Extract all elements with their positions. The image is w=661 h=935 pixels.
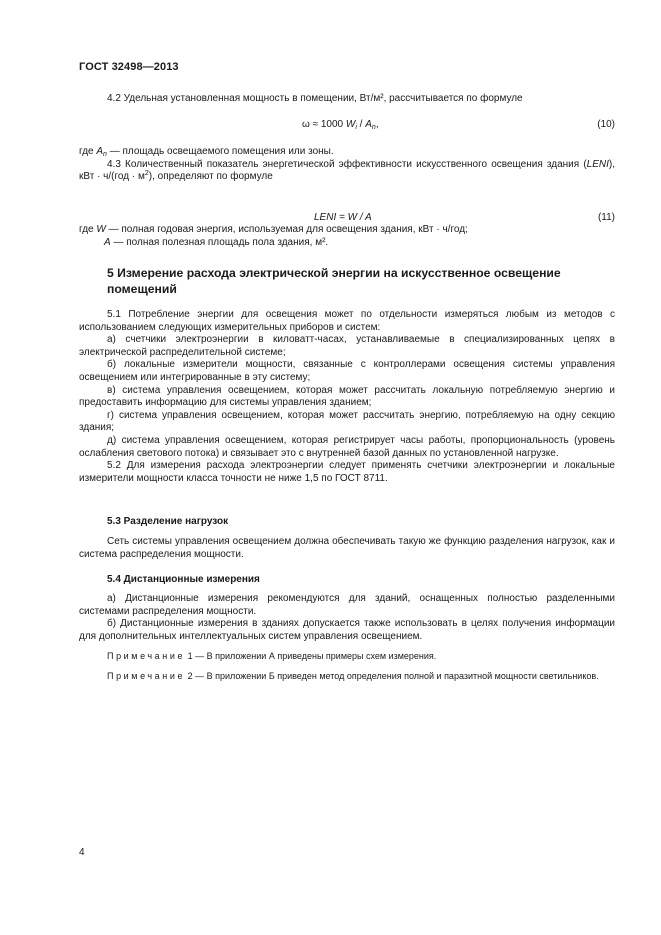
note-1-label: Примечание xyxy=(107,651,186,661)
paragraph-4-3-sup: 2 xyxy=(144,170,149,178)
section-5-1 xyxy=(79,309,615,485)
where-10 xyxy=(79,146,615,184)
where-11-lead: где xyxy=(79,224,97,235)
where-11-text-W: — полная годовая энергия, используемая для освещения здания, кВт · ч/год; xyxy=(105,224,468,235)
list-item-5-1-d: д) система управления освещением, которая регистрирует часы работы, пропорциональность (уровень ослабления светового потока) и связывает это с внутренней базой данных по установленной нагрузке. xyxy=(79,434,615,459)
note-2-line xyxy=(79,670,615,683)
paragraph-5-2: 5.2 Для измерения расхода электроэнергии следует применять счетчики электроэнергии и локальные измерители мощности класса точности не ниже 1,5 по ГОСТ 8711. xyxy=(79,460,615,484)
where-11-row-2 xyxy=(79,237,615,250)
where-11-text-A: — полная полезная площадь пола здания, м². xyxy=(110,236,329,248)
section-5-4 xyxy=(79,593,615,643)
list-item-5-4-a: а) Дистанционные измерения рекомендуются для зданий, оснащенных полностью разделенными системами распределения мощности. xyxy=(79,593,615,617)
paragraph-4-3-part3: ), определяют по формуле xyxy=(148,171,273,183)
formula-11-number: (11) xyxy=(597,212,615,223)
formula-10-W-sub: i xyxy=(355,124,357,131)
where-10-text: — площадь освещаемого помещения или зоны. xyxy=(106,146,334,157)
note-1 xyxy=(79,650,615,663)
list-item-5-4-b: б) Дистанционные измерения в зданиях допускается также использовать в целях получения информации для дополнительных интеллектуальных систем управления освещением. xyxy=(79,618,615,642)
paragraph-4-3-part2: ), кВт · ч/(год · м xyxy=(79,158,615,183)
formula-10-A-sub: n xyxy=(371,124,376,131)
list-item-5-1-b: б) локальные измерители мощности, связанные с контроллерами освещения системы управления освещением или интегрированные в эту систему; xyxy=(79,359,615,383)
paragraph-5-1-intro: 5.1 Потребление энергии для освещения может по отдельности измеряться любым из методов с использованием следующих измерительных приборов и систем: xyxy=(79,309,615,333)
section-5-3-heading: 5.3 Разделение нагрузок xyxy=(107,516,229,527)
note-2-label: Примечание xyxy=(107,671,186,681)
formula-10-W: W xyxy=(345,119,356,130)
paragraph-4-3-part1: 4.3 Количественный показатель энергетической эффективности искусственного освещения здания ( xyxy=(107,158,587,170)
where-11-symbol-W: W xyxy=(96,224,106,235)
note-2-text: 2 — В приложении Б приведен метод определения полной и паразитной мощности светильников. xyxy=(185,671,599,681)
where-10-lead: где xyxy=(79,146,97,157)
where-10-symbol: A xyxy=(96,146,104,157)
note-1-text: 1 — В приложении А приведены примеры схем измерения. xyxy=(185,651,437,661)
section-5-3 xyxy=(79,536,615,561)
note-2 xyxy=(79,670,615,683)
paragraph-4-3-leni: LENI xyxy=(586,158,609,170)
formula-10-A: A xyxy=(365,119,372,130)
paragraph-5-3: Сеть системы управления освещением должна обеспечивать такую же функцию разделения нагрузок, как и система распределения мощности. xyxy=(79,536,615,560)
list-item-5-1-a: а) счетчики электроэнергии в киловатт-часах, устанавливаемые в специализированных цепях в электрической распределительной системе; xyxy=(79,334,615,358)
section-5-heading: 5 Измерение расхода электрической энергии на искусственное освещение помещений xyxy=(107,266,561,296)
formula-10-omega: ω ≈ 1000 xyxy=(302,119,346,130)
formula-10 xyxy=(79,119,615,133)
formula-10-expression xyxy=(302,119,379,132)
formula-10-number: (10) xyxy=(597,119,615,130)
where-11-symbol-A: A xyxy=(104,236,111,248)
formula-10-comma: , xyxy=(375,119,379,130)
section-4-2 xyxy=(79,93,615,106)
formula-10-slash: / xyxy=(356,119,366,130)
section-5-4-heading: 5.4 Дистанционные измерения xyxy=(107,574,260,585)
where-11 xyxy=(79,224,615,249)
where-11-row-1 xyxy=(79,224,615,237)
formula-11-expression: LENI = W / A xyxy=(314,212,372,223)
note-1-line xyxy=(79,650,615,663)
paragraph-4-2: 4.2 Удельная установленная мощность в помещении, Вт/м², рассчитывается по формуле xyxy=(107,93,523,104)
page-number: 4 xyxy=(79,847,85,858)
where-10-line xyxy=(79,146,615,159)
list-item-5-1-v: в) система управления освещением, которая может рассчитать локальную потребляемую энергию и предоставить информацию для системы управления зданием; xyxy=(79,384,615,409)
document-code-header: ГОСТ 32498—2013 xyxy=(79,61,179,73)
list-item-5-1-g: г) система управления освещением, которая может рассчитать энергию, потребляемую на одну секцию здания; xyxy=(79,409,615,434)
paragraph-4-3 xyxy=(79,159,615,184)
where-10-sub: n xyxy=(103,151,107,158)
